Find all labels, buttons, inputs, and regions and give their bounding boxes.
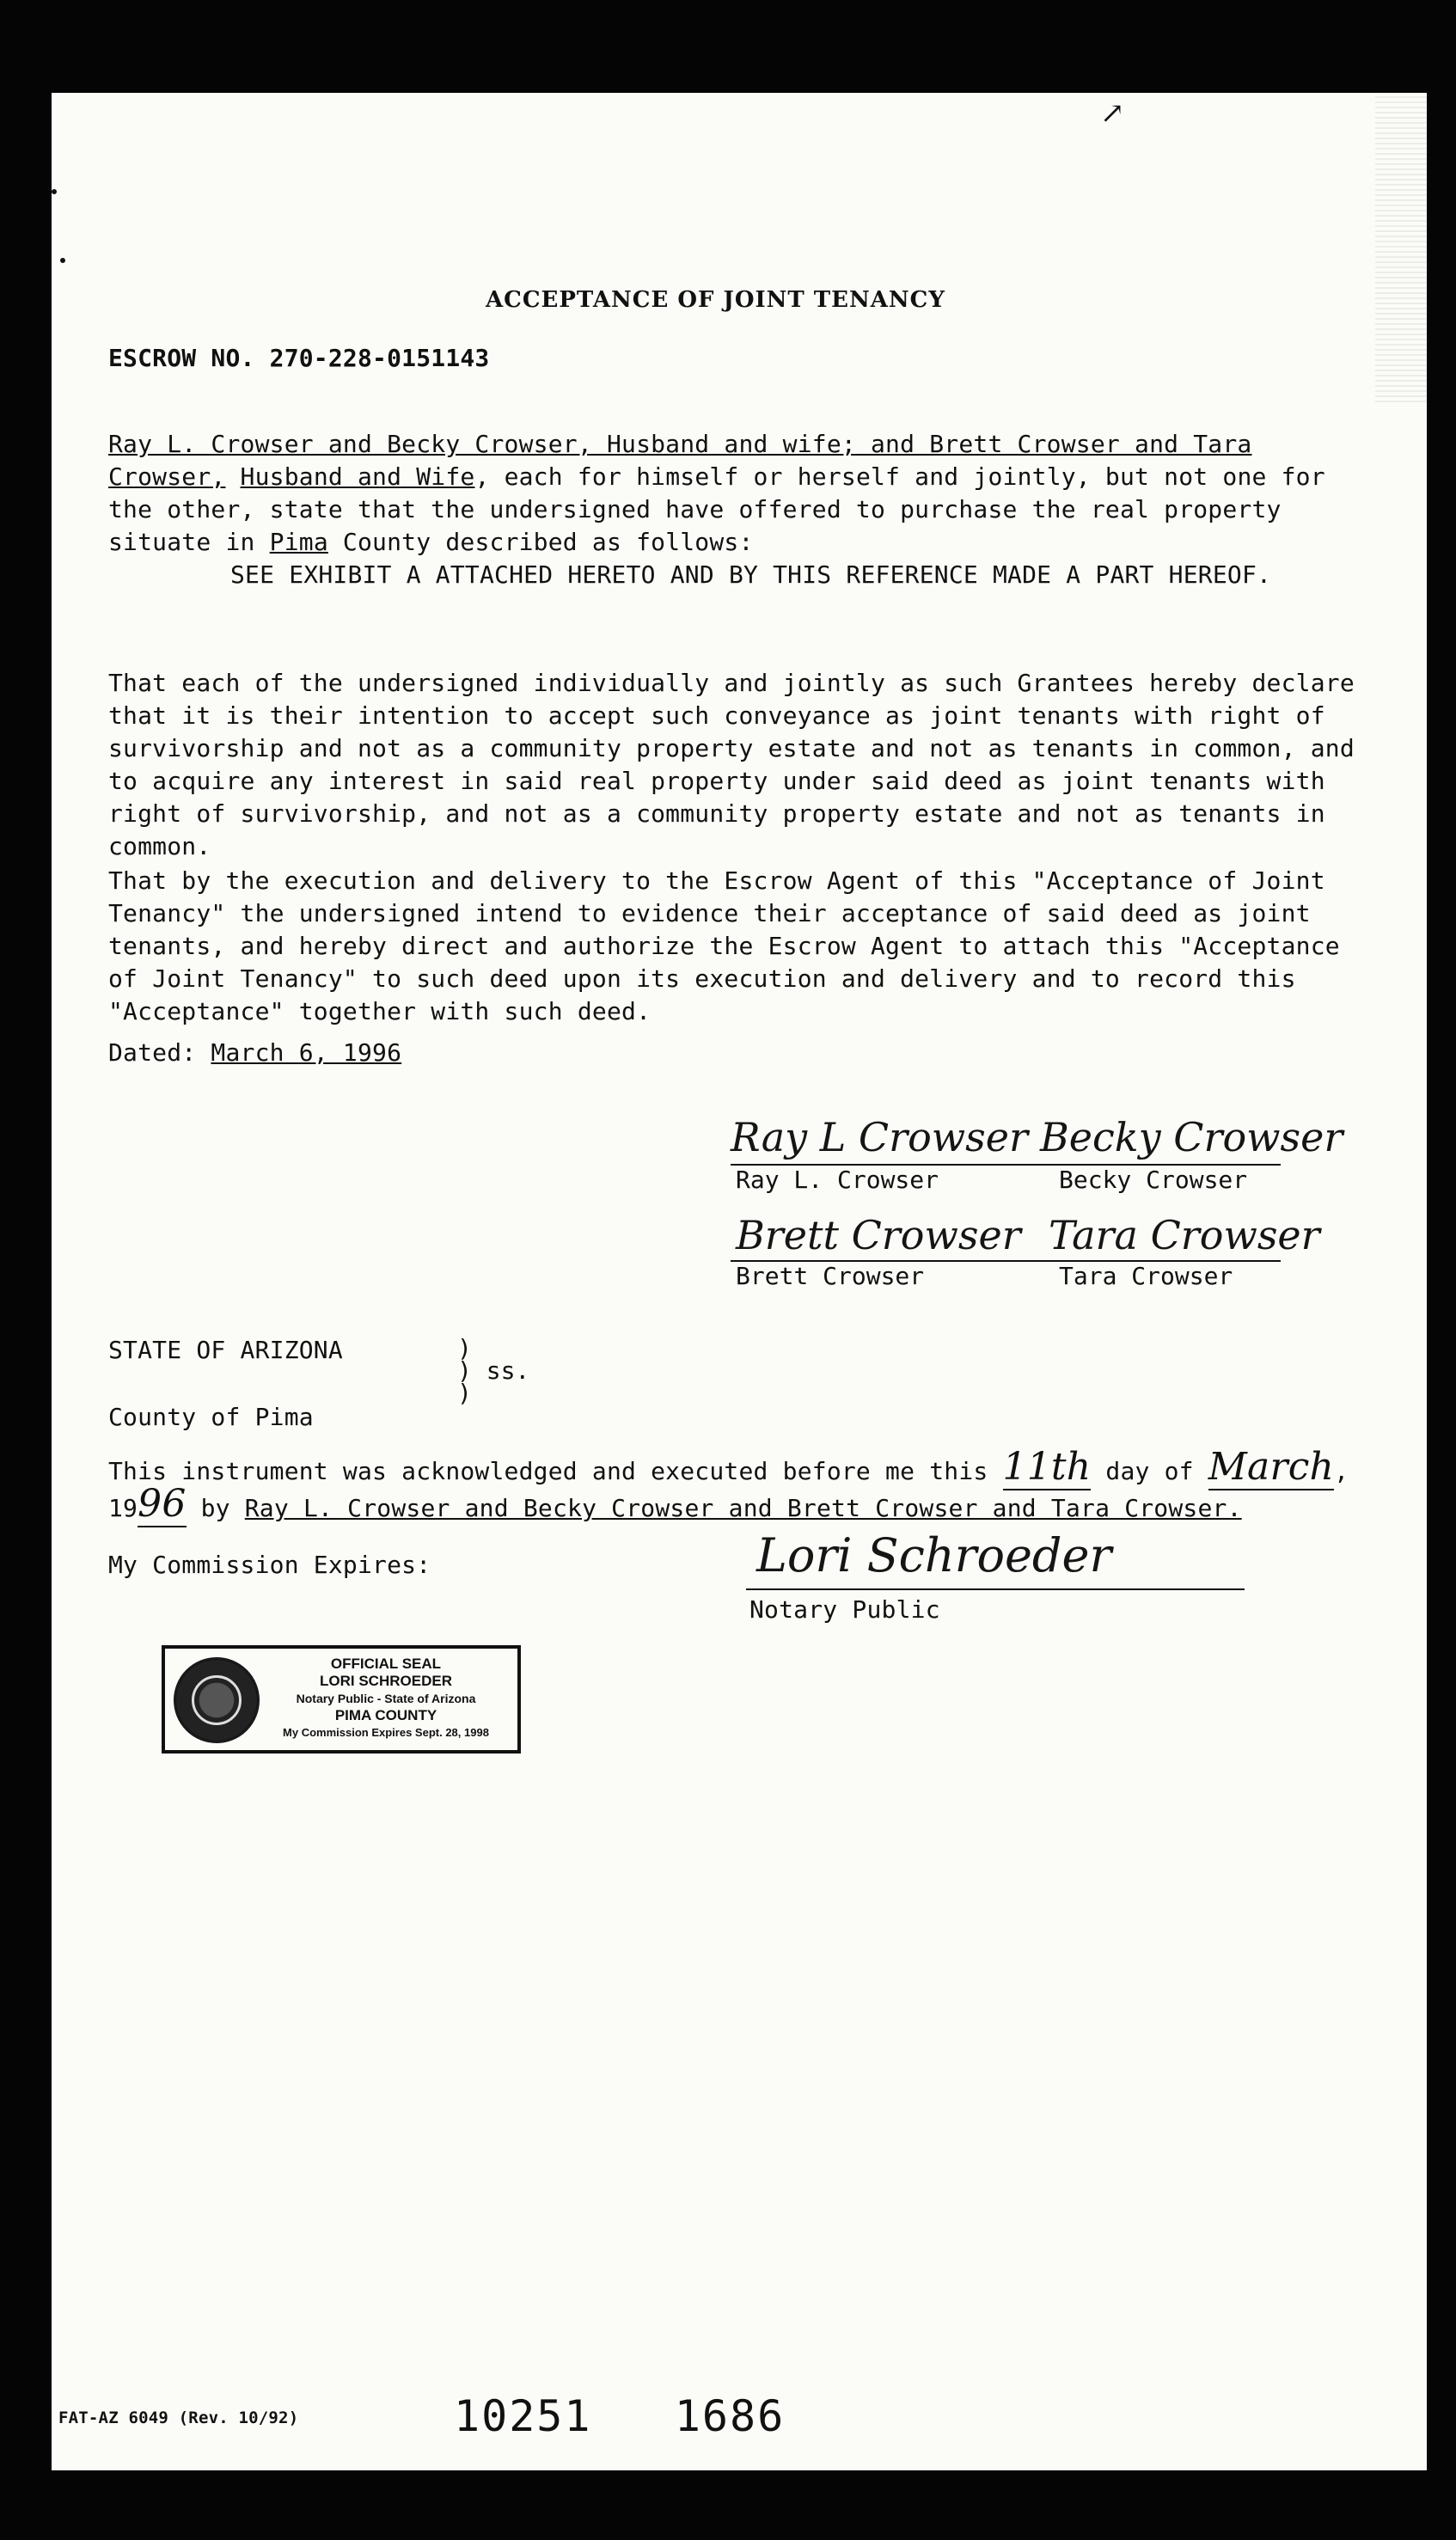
venue-bracket: ) ) ss. ): [457, 1334, 530, 1407]
document-title: ACCEPTANCE OF JOINT TENANCY: [486, 287, 945, 313]
seal-line: LORI SCHROEDER: [320, 1673, 452, 1689]
seal-line: Notary Public - State of Arizona: [296, 1692, 476, 1705]
notary-public-label: Notary Public: [749, 1595, 940, 1624]
dated-value: March 6, 1996: [211, 1038, 402, 1067]
notary-state: STATE OF ARIZONA: [108, 1336, 343, 1364]
seal-text: [261, 1656, 511, 1741]
grantees-relation: Husband and Wife: [240, 462, 475, 491]
authorization-paragraph: That by the execution and delivery to the Escrow Agent of this "Acceptance of Joint Tenancy" the undersigned intend to evidence their acceptance of said deed as joint tenants, and hereby direct and authorize the Escrow Agent to attach this "Acceptance of Joint Tenancy" to such deed upon its execution and delivery and to record this "Acceptance" together with such deed.: [108, 866, 1340, 1025]
signature-brett: Brett Crowser: [736, 1212, 1021, 1258]
signer-name-tara: Tara Crowser: [1059, 1262, 1233, 1290]
signature-line: [731, 1164, 1281, 1166]
official-seal-stamp: [162, 1645, 521, 1754]
signature-tara: Tara Crowser: [1049, 1212, 1320, 1258]
ack-text-2: day of: [1091, 1457, 1208, 1485]
notary-signature-line: [746, 1588, 1245, 1590]
declaration-paragraph: That each of the undersigned individually and jointly as such Grantees hereby declare that it is their intention to accept such conveyance as joint tenants with right of survivorship and not as a community property estate and not as tenants in common, and to acquire any interest in said real property under said deed as joint tenants with right of survivorship, and not as a community property estate and not as tenants in common.: [108, 669, 1355, 860]
state-seal-icon: [174, 1657, 260, 1743]
commission-expires-label: My Commission Expires:: [108, 1551, 431, 1579]
signature-becky: Becky Crowser: [1040, 1114, 1343, 1160]
scan-speck: [52, 189, 57, 194]
seal-line: PIMA COUNTY: [334, 1707, 437, 1723]
scan-speck: [60, 258, 65, 263]
notary-signature: Lori Schroeder: [756, 1528, 1112, 1582]
scan-edge-noise: [1375, 93, 1427, 402]
seal-line: My Commission Expires Sept. 28, 1998: [283, 1726, 489, 1739]
venue-ss: ss.: [486, 1356, 530, 1385]
ack-text: This instrument was acknowledged and executed before me this: [108, 1457, 1003, 1485]
dated-line: [108, 1037, 401, 1069]
ack-year-suffix: 96: [138, 1482, 187, 1526]
seal-line: OFFICIAL SEAL: [330, 1656, 442, 1672]
pen-mark-icon: ↗: [1100, 96, 1125, 131]
acknowledgment-paragraph: [108, 1445, 1380, 1526]
document-page: [52, 93, 1427, 2470]
ack-year-prefix: 19: [108, 1494, 138, 1522]
ack-month: March: [1208, 1445, 1335, 1489]
grantees-names: Ray L. Crowser and Becky Crowser, Husband and wife; and Brett Crowser and Tara Crowser,: [108, 430, 1252, 491]
signer-name-ray: Ray L. Crowser: [736, 1166, 939, 1194]
dated-label: Dated:: [108, 1038, 211, 1067]
escrow-number: ESCROW NO. 270-228-0151143: [108, 344, 490, 372]
ack-day: 11th: [1002, 1445, 1092, 1489]
ack-comma: ,: [1334, 1457, 1349, 1485]
county-name: Pima: [269, 528, 328, 556]
signature-line: [731, 1260, 1281, 1262]
signature-ray: Ray L Crowser: [731, 1114, 1028, 1160]
grantees-paragraph: [108, 428, 1380, 559]
signer-name-brett: Brett Crowser: [736, 1262, 925, 1290]
signer-name-becky: Becky Crowser: [1059, 1166, 1248, 1194]
ack-by: by: [186, 1494, 245, 1522]
form-number: FAT-AZ 6049 (Rev. 10/92): [58, 2408, 299, 2427]
grantees-text: , each for himself or herself and jointly, but not one for the other, state that the undersigned have offered to purchase the real property situate in: [108, 462, 1325, 556]
notary-county: County of Pima: [108, 1403, 314, 1431]
recording-number: 10251 1686: [454, 2391, 786, 2441]
ack-persons: Ray L. Crowser and Becky Crowser and Brett Crowser and Tara Crowser.: [244, 1494, 1242, 1522]
exhibit-reference: SEE EXHIBIT A ATTACHED HERETO AND BY THIS REFERENCE MADE A PART HEREOF.: [230, 560, 1272, 589]
grantees-text-end: County described as follows:: [327, 528, 754, 556]
